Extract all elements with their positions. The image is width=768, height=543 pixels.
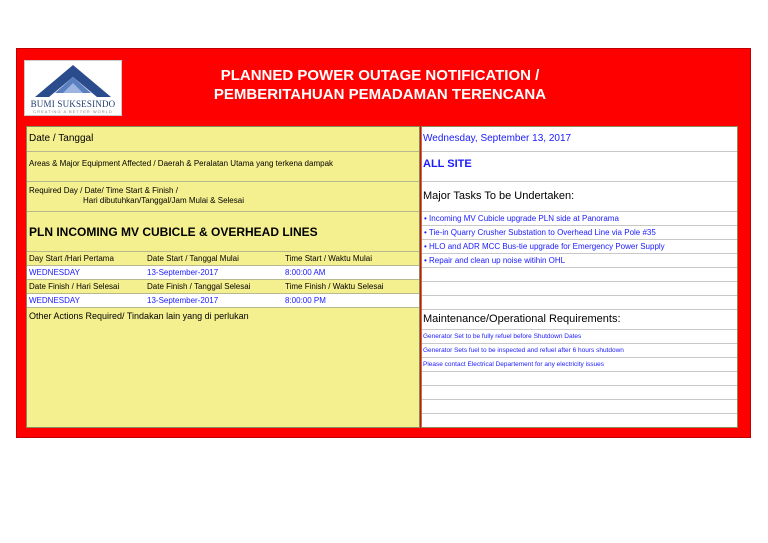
heading-row (27, 212, 419, 252)
required-row (27, 182, 419, 212)
areas-label: Areas & Major Equipment Affected / Daerah & Peralatan Utama yang terkena dampak (29, 159, 334, 168)
time-start-header: Time Start / Waktu Mulai (285, 254, 372, 263)
day-finish-header: Date Finish / Hari Selesai (29, 282, 120, 291)
areas-row (27, 152, 419, 182)
time-finish-header: Time Finish / Waktu Selesai (285, 282, 384, 291)
empty-row (422, 372, 737, 386)
task-item (422, 226, 737, 240)
required-label-2: Hari dibutuhkan/Tanggal/Jam Mulai & Selesai (83, 196, 244, 205)
empty-row (422, 386, 737, 400)
day-start-header: Day Start /Hari Pertama (29, 254, 114, 263)
task-text: • Incoming MV Cubicle upgrade PLN side at Panorama (424, 214, 619, 223)
date-row (27, 127, 419, 152)
date-label: Date / Tanggal (29, 133, 94, 144)
logo-tagline: CREATING A BETTER WORLD (33, 109, 113, 114)
task-item (422, 240, 737, 254)
day-finish-value: WEDNESDAY (29, 296, 80, 305)
maintenance-heading: Maintenance/Operational Requirements: (423, 313, 621, 325)
areas-value-row (422, 152, 737, 182)
task-text: • Tie-in Quarry Crusher Substation to Overhead Line via Pole #35 (424, 228, 656, 237)
task-item (422, 212, 737, 226)
time-start-value: 8:00:00 AM (285, 268, 326, 277)
task-text: • Repair and clean up noise witihin OHL (424, 256, 566, 265)
maintenance-item (422, 358, 737, 372)
empty-row (422, 296, 737, 310)
start-header-row (27, 252, 419, 266)
right-panel (421, 126, 738, 428)
date-value-row (422, 127, 737, 152)
finish-header-row (27, 280, 419, 294)
required-label-1: Required Day / Date/ Time Start & Finish / (29, 186, 178, 195)
maintenance-text: Please contact Electrical Departement for any electricity issues (423, 361, 604, 368)
maintenance-heading-row (422, 310, 737, 330)
maintenance-item (422, 330, 737, 344)
maintenance-item (422, 344, 737, 358)
tasks-heading: Major Tasks To be Undertaken: (423, 190, 575, 202)
company-logo (24, 60, 122, 116)
task-text: • HLO and ADR MCC Bus-tie upgrade for Emergency Power Supply (424, 242, 665, 251)
date-value: Wednesday, September 13, 2017 (423, 133, 572, 144)
tasks-heading-row (422, 182, 737, 212)
maintenance-text: Generator Sets fuel to be inspected and refuel after 6 hours shutdown (423, 347, 624, 354)
mountain-logo-icon (29, 63, 117, 99)
date-start-header: Date Start / Tanggal Mulai (147, 254, 239, 263)
task-item (422, 254, 737, 268)
finish-value-row (27, 294, 419, 308)
left-panel (26, 126, 420, 428)
day-start-value: WEDNESDAY (29, 268, 80, 277)
empty-row (422, 400, 737, 414)
title-line-2: PEMBERITAHUAN PEMADAMAN TERENCANA (213, 86, 547, 103)
start-value-row (27, 266, 419, 280)
empty-row (422, 268, 737, 282)
outage-heading: PLN INCOMING MV CUBICLE & OVERHEAD LINES (29, 225, 318, 239)
areas-value: ALL SITE (423, 158, 472, 170)
date-start-value: 13-September-2017 (147, 268, 219, 277)
date-finish-value: 13-September-2017 (147, 296, 219, 305)
title-line-1: PLANNED POWER OUTAGE NOTIFICATION / (220, 67, 540, 84)
empty-row (422, 282, 737, 296)
date-finish-header: Date Finish / Tanggal Selesai (147, 282, 251, 291)
logo-name: BUMI SUKSESINDO (30, 99, 116, 109)
time-finish-value: 8:00:00 PM (285, 296, 326, 305)
other-actions-label: Other Actions Required/ Tindakan lain yang di perlukan (29, 311, 249, 321)
maintenance-text: Generator Set to be fully refuel before Shutdown Dates (423, 333, 582, 340)
